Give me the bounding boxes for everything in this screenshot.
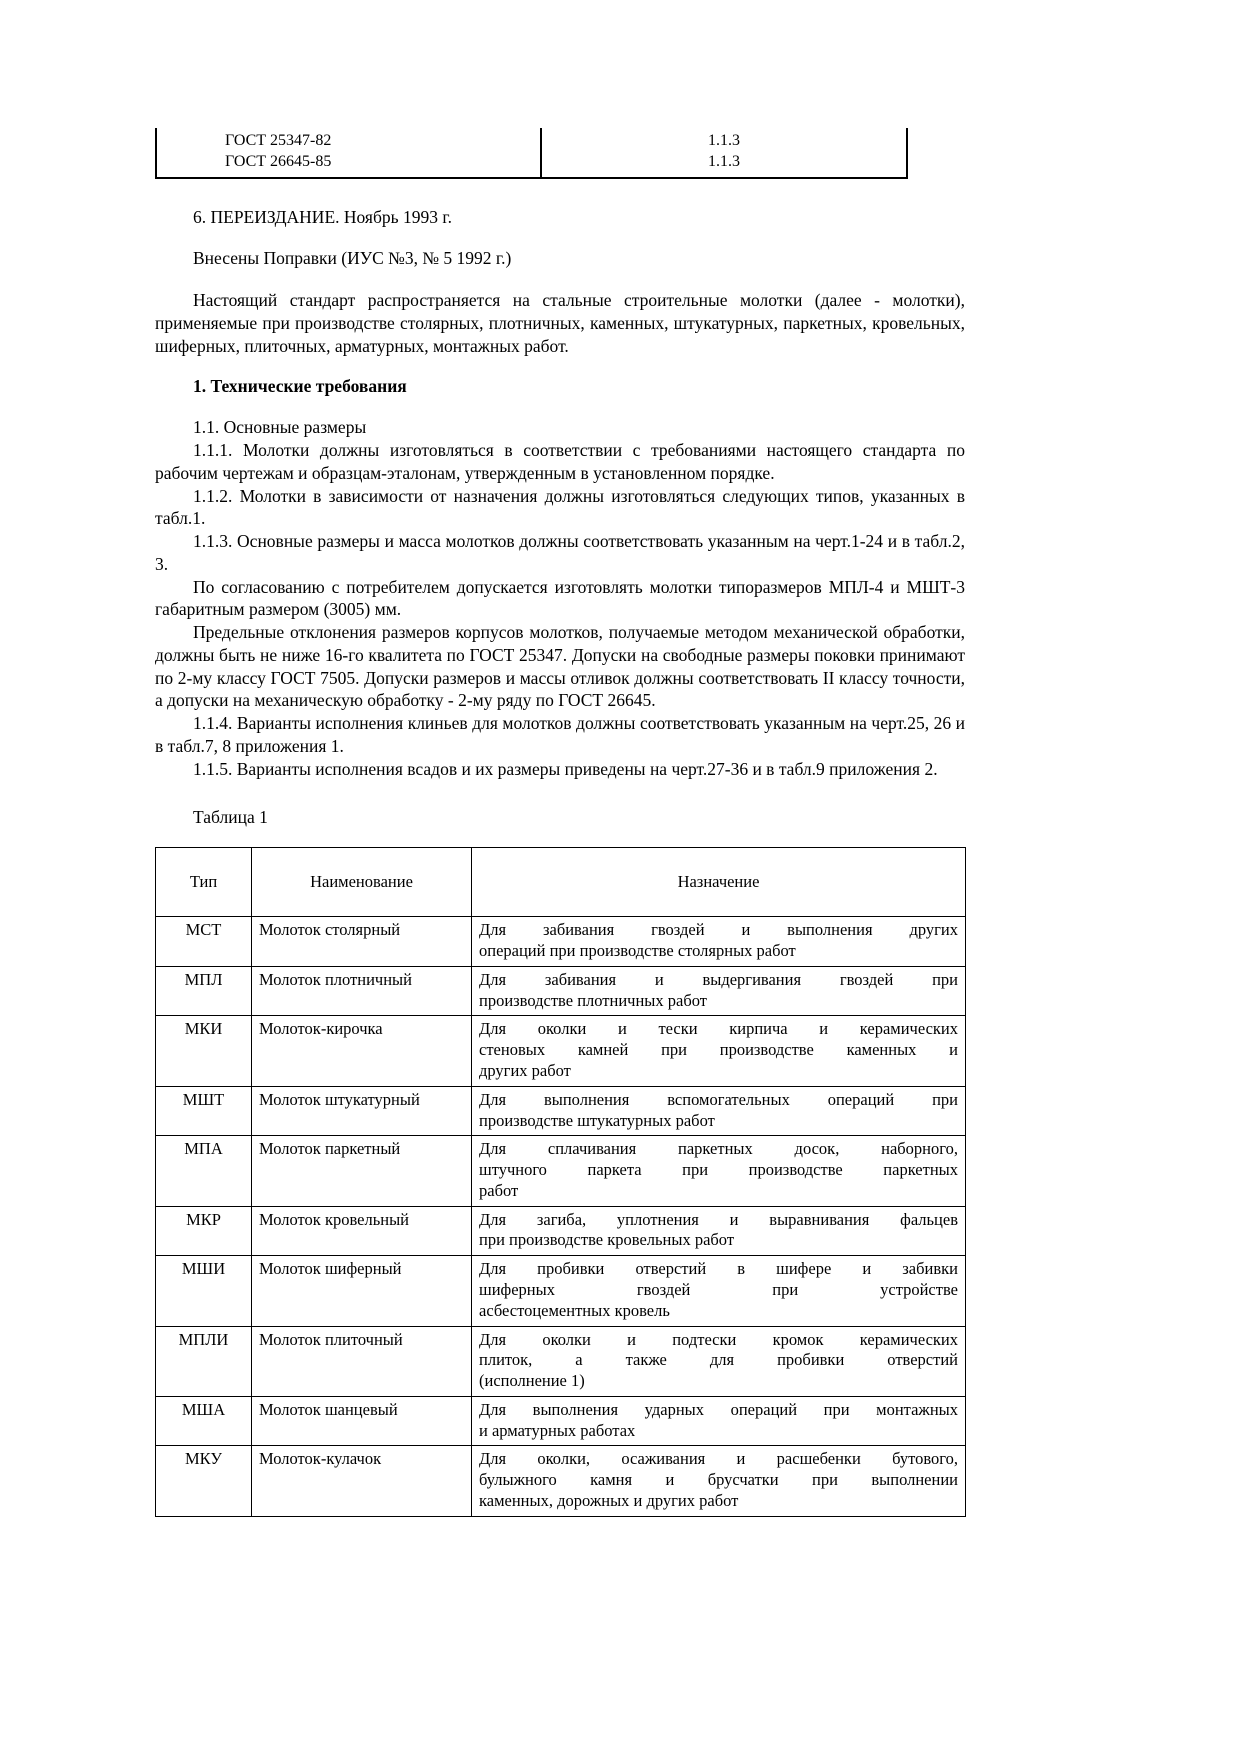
scope-paragraph: Настоящий стандарт распространяется на стальные строительные молотки (далее - молотки), применяемые при производстве столярных, плотничных, каменных, штукатурных, паркетных, кровельных, шиферных, плиточных, арматурных, монтажных работ. [155, 290, 965, 356]
reference-standard: ГОСТ 25347-82 [225, 132, 332, 149]
cell-purpose-line: каменных, дорожных и других работ [479, 1491, 739, 1511]
table-row [156, 1136, 966, 1206]
spacer [155, 179, 965, 206]
clause-1-1: 1.1. Основные размеры [193, 417, 367, 438]
reference-table [155, 128, 908, 179]
cell-name: Молоток шанцевый [252, 1396, 472, 1446]
cell-purpose-line: асбестоцементных кровель [479, 1300, 670, 1320]
clause-1-1-3: 1.1.3. Основные размеры и масса молотков должны соответствовать указанным на черт.1-24 и в табл.2, 3. [155, 531, 965, 574]
cell-type: МСТ [156, 917, 252, 967]
cell-name: Молоток штукатурный [252, 1086, 472, 1136]
cell-purpose-line: Для околки, осаживания и расшебенки бутового, [479, 1449, 958, 1469]
cell-purpose-line: штучного паркета при производстве паркетных [479, 1160, 958, 1180]
table-row [156, 966, 966, 1016]
reference-clauses-column [542, 128, 906, 177]
cell-purpose-line: Для забивания гвоздей и выполнения других [479, 920, 958, 940]
cell-type: МКУ [156, 1446, 252, 1516]
cell-type: МПА [156, 1136, 252, 1206]
cell-purpose-line: плиток, а также для пробивки отверстий [479, 1350, 958, 1370]
cell-purpose-line: при производстве кровельных работ [479, 1230, 735, 1250]
cell-purpose-line: производстве плотничных работ [479, 990, 707, 1010]
cell-purpose-line: Для выполнения вспомогательных операций при [479, 1089, 958, 1109]
table-body [156, 917, 966, 1517]
cell-type: МШТ [156, 1086, 252, 1136]
cell-type: МШИ [156, 1256, 252, 1326]
cell-purpose [472, 1016, 966, 1086]
cell-name: Молоток-кирочка [252, 1016, 472, 1086]
column-header-purpose: Назначение [472, 848, 966, 917]
cell-purpose [472, 1326, 966, 1396]
cell-purpose-line: Для выполнения ударных операций при монтажных [479, 1399, 958, 1419]
cell-purpose [472, 1206, 966, 1256]
cell-type: МПЛИ [156, 1326, 252, 1396]
table-row [156, 1446, 966, 1516]
cell-type: МКИ [156, 1016, 252, 1086]
cell-name: Молоток паркетный [252, 1136, 472, 1206]
cell-purpose-line: и арматурных работах [479, 1420, 636, 1440]
table-header-row [156, 848, 966, 917]
spacer [155, 270, 965, 289]
cell-name: Молоток шиферный [252, 1256, 472, 1326]
cell-purpose-line: Для околки и тески кирпича и керамических [479, 1019, 958, 1039]
cell-purpose-line: шиферных гвоздей при устройстве [479, 1280, 958, 1299]
tolerances-paragraph: Предельные отклонения размеров корпусов молотков, получаемые методом механической обработки, должны быть не ниже 16-го квалитета по ГОСТ 25347. Допуски на свободные размеры поковки принимают по 2-му классу ГОСТ 7505. Допуски размеров и массы отливок должны соответствовать II классу точности, а допуски на механическую обработку - 2-му ряду по ГОСТ 26645. [155, 622, 965, 711]
spacer [155, 828, 965, 847]
table-row [156, 1256, 966, 1326]
table-row [156, 1086, 966, 1136]
reference-standard: ГОСТ 26645-85 [225, 153, 332, 171]
clause-1-1-5: 1.1.5. Варианты исполнения всадов и их размеры приведены на черт.27-36 и в табл.9 приложения 2. [193, 758, 938, 779]
spacer [155, 357, 965, 376]
cell-purpose [472, 966, 966, 1016]
reference-standards-column [157, 128, 542, 177]
cell-name: Молоток плиточный [252, 1326, 472, 1396]
cell-type: МША [156, 1396, 252, 1446]
hammer-types-table [155, 847, 966, 1517]
cell-purpose [472, 1136, 966, 1206]
cell-purpose [472, 1086, 966, 1136]
cell-purpose-line: булыжного камня и брусчатки при выполнении [479, 1470, 958, 1490]
reference-clause: 1.1.3 [708, 153, 740, 171]
table-header [156, 848, 966, 917]
cell-purpose [472, 1256, 966, 1326]
table-row [156, 1326, 966, 1396]
spacer [155, 780, 965, 807]
spacer [155, 397, 965, 416]
reissue-paragraph: 6. ПЕРЕИЗДАНИЕ. Ноябрь 1993 г. [193, 206, 452, 227]
cell-purpose-line: Для забивания и выдергивания гвоздей при [479, 969, 958, 989]
agreement-paragraph: По согласованию с потребителем допускается изготовлять молотки типоразмеров МПЛ-4 и МШТ-3 габаритным размером (3005) мм. [155, 576, 965, 620]
table-caption: Таблица 1 [193, 807, 268, 828]
cell-name: Молоток столярный [252, 917, 472, 967]
cell-purpose [472, 1396, 966, 1446]
amendments-paragraph: Внесены Поправки (ИУС №3, № 5 1992 г.) [193, 248, 512, 269]
cell-name: Молоток кровельный [252, 1206, 472, 1256]
cell-purpose [472, 917, 966, 967]
clause-1-1-4: 1.1.4. Варианты исполнения клиньев для молотков должны соответствовать указанным на черт.25, 26 и в табл.7, 8 приложения 1. [155, 713, 965, 756]
column-header-name: Наименование [252, 848, 472, 917]
cell-purpose-line: (исполнение 1) [479, 1371, 585, 1391]
reference-clause: 1.1.3 [708, 132, 740, 149]
cell-purpose-line: Для пробивки отверстий в шифере и забивки [479, 1259, 958, 1279]
cell-type: МКР [156, 1206, 252, 1256]
clause-1-1-1: 1.1.1. Молотки должны изготовляться в соответствии с требованиями настоящего стандарта по рабочим чертежам и образцам-эталонам, утвержденным в установленном порядке. [155, 440, 965, 483]
cell-purpose-line: работ [479, 1180, 519, 1200]
cell-purpose-line: стеновых камней при производстве каменных и [479, 1040, 958, 1060]
cell-purpose-line: Для околки и подтески кромок керамических [479, 1329, 958, 1349]
cell-purpose-line: Для загиба, уплотнения и выравнивания фальцев [479, 1209, 958, 1229]
spacer [155, 228, 965, 247]
cell-purpose-line: других работ [479, 1060, 571, 1080]
cell-name: Молоток плотничный [252, 966, 472, 1016]
table-row [156, 1016, 966, 1086]
table-row [156, 1206, 966, 1256]
table-row [156, 1396, 966, 1446]
cell-type: МПЛ [156, 966, 252, 1016]
page-content [155, 128, 965, 1517]
section-heading-1: 1. Технические требования [193, 376, 407, 397]
cell-purpose-line: производстве штукатурных работ [479, 1110, 715, 1130]
clause-1-1-2: 1.1.2. Молотки в зависимости от назначения должны изготовляться следующих типов, указанных в табл.1. [155, 485, 965, 529]
cell-name: Молоток-кулачок [252, 1446, 472, 1516]
column-header-type: Тип [156, 848, 252, 917]
cell-purpose [472, 1446, 966, 1516]
cell-purpose-line: Для сплачивания паркетных досок, наборного, [479, 1139, 958, 1159]
table-row [156, 917, 966, 967]
cell-purpose-line: операций при производстве столярных работ [479, 941, 796, 961]
